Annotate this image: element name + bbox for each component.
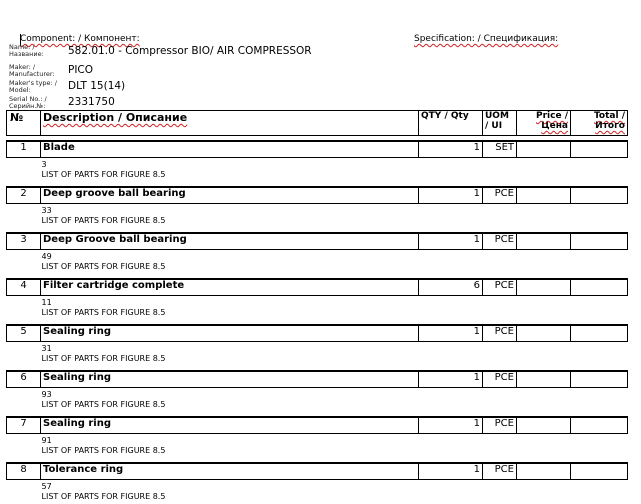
item-total [571,325,628,342]
specification-label: Specification: / Спецификация: [414,34,558,44]
item-total [571,463,628,480]
table-row [7,279,628,296]
item-uom: PCE [483,325,517,342]
column-header-qty: QTY / Qty [419,111,483,136]
item-source: LIST OF PARTS FOR FIGURE 8.5 [42,400,628,410]
item-number: 4 [7,279,41,296]
item-qty: 1 [419,417,483,434]
item-total [571,417,628,434]
item-uom: SET [483,141,517,158]
item-details-row [7,388,628,413]
item-price [517,325,571,342]
model-value: DLT 15(14) [68,80,125,92]
item-reference: 91 [42,436,628,446]
item-uom: PCE [483,279,517,296]
column-header-total: Total / Итого [571,111,628,136]
item-total [571,371,628,388]
item-description: Tolerance ring [41,463,419,480]
item-qty: 1 [419,371,483,388]
table-header-row [7,111,628,136]
item-details-row [7,204,628,229]
item-description: Deep groove ball bearing [41,187,419,204]
serial-value: 2331750 [68,96,115,108]
item-reference: 31 [42,344,628,354]
maker-value: PICO [68,64,93,76]
name-label: Name: / Название: [9,44,59,58]
table-row [7,187,628,204]
item-source: LIST OF PARTS FOR FIGURE 8.5 [42,492,628,502]
item-price [517,141,571,158]
table-row [7,371,628,388]
item-reference: 11 [42,298,628,308]
item-reference: 57 [42,482,628,492]
item-details-row [7,250,628,275]
item-description: Sealing ring [41,325,419,342]
column-header-price: Price / Цена [517,111,571,136]
item-qty: 1 [419,141,483,158]
table-row [7,417,628,434]
item-description: Sealing ring [41,371,419,388]
item-source: LIST OF PARTS FOR FIGURE 8.5 [42,170,628,180]
item-description: Blade [41,141,419,158]
table-row [7,141,628,158]
parts-table-body [7,136,628,504]
item-details-row [7,296,628,321]
item-qty: 1 [419,463,483,480]
item-number: 3 [7,233,41,250]
item-price [517,463,571,480]
component-label: Component: / Компонент: [20,34,140,44]
item-uom: PCE [483,187,517,204]
parts-table [6,110,628,504]
item-source: LIST OF PARTS FOR FIGURE 8.5 [42,262,628,272]
table-row [7,463,628,480]
item-description: Filter cartridge complete [41,279,419,296]
item-details-row [7,158,628,183]
item-reference: 33 [42,206,628,216]
item-details-row [7,480,628,504]
item-source: LIST OF PARTS FOR FIGURE 8.5 [42,354,628,364]
item-uom: PCE [483,233,517,250]
item-price [517,417,571,434]
item-source: LIST OF PARTS FOR FIGURE 8.5 [42,216,628,226]
item-uom: PCE [483,463,517,480]
item-description: Deep Groove ball bearing [41,233,419,250]
item-total [571,141,628,158]
item-number: 6 [7,371,41,388]
column-header-uom: UOM / UI [483,111,517,136]
item-price [517,371,571,388]
table-row [7,325,628,342]
item-number: 2 [7,187,41,204]
item-details-row [7,434,628,459]
table-row [7,233,628,250]
column-header-description: Description / Описание [41,111,419,136]
maker-label: Maker: / Manufacturer: [9,64,64,78]
item-number: 7 [7,417,41,434]
item-total [571,279,628,296]
item-uom: PCE [483,371,517,388]
item-total [571,233,628,250]
item-qty: 1 [419,233,483,250]
item-price [517,279,571,296]
item-qty: 1 [419,187,483,204]
serial-label: Serial No.: / Серийн.№: [9,96,64,110]
item-reference: 49 [42,252,628,262]
item-number: 1 [7,141,41,158]
item-reference: 93 [42,390,628,400]
item-total [571,187,628,204]
item-number: 5 [7,325,41,342]
name-value: 582.01.0 - Compressor BIO/ AIR COMPRESSOR [68,45,312,57]
item-description: Sealing ring [41,417,419,434]
column-header-no: № [7,111,41,136]
model-label: Maker's type: / Model: [9,80,64,94]
item-qty: 6 [419,279,483,296]
item-source: LIST OF PARTS FOR FIGURE 8.5 [42,446,628,456]
item-details-row [7,342,628,367]
item-source: LIST OF PARTS FOR FIGURE 8.5 [42,308,628,318]
item-qty: 1 [419,325,483,342]
item-reference: 3 [42,160,628,170]
item-price [517,233,571,250]
item-uom: PCE [483,417,517,434]
item-number: 8 [7,463,41,480]
item-price [517,187,571,204]
